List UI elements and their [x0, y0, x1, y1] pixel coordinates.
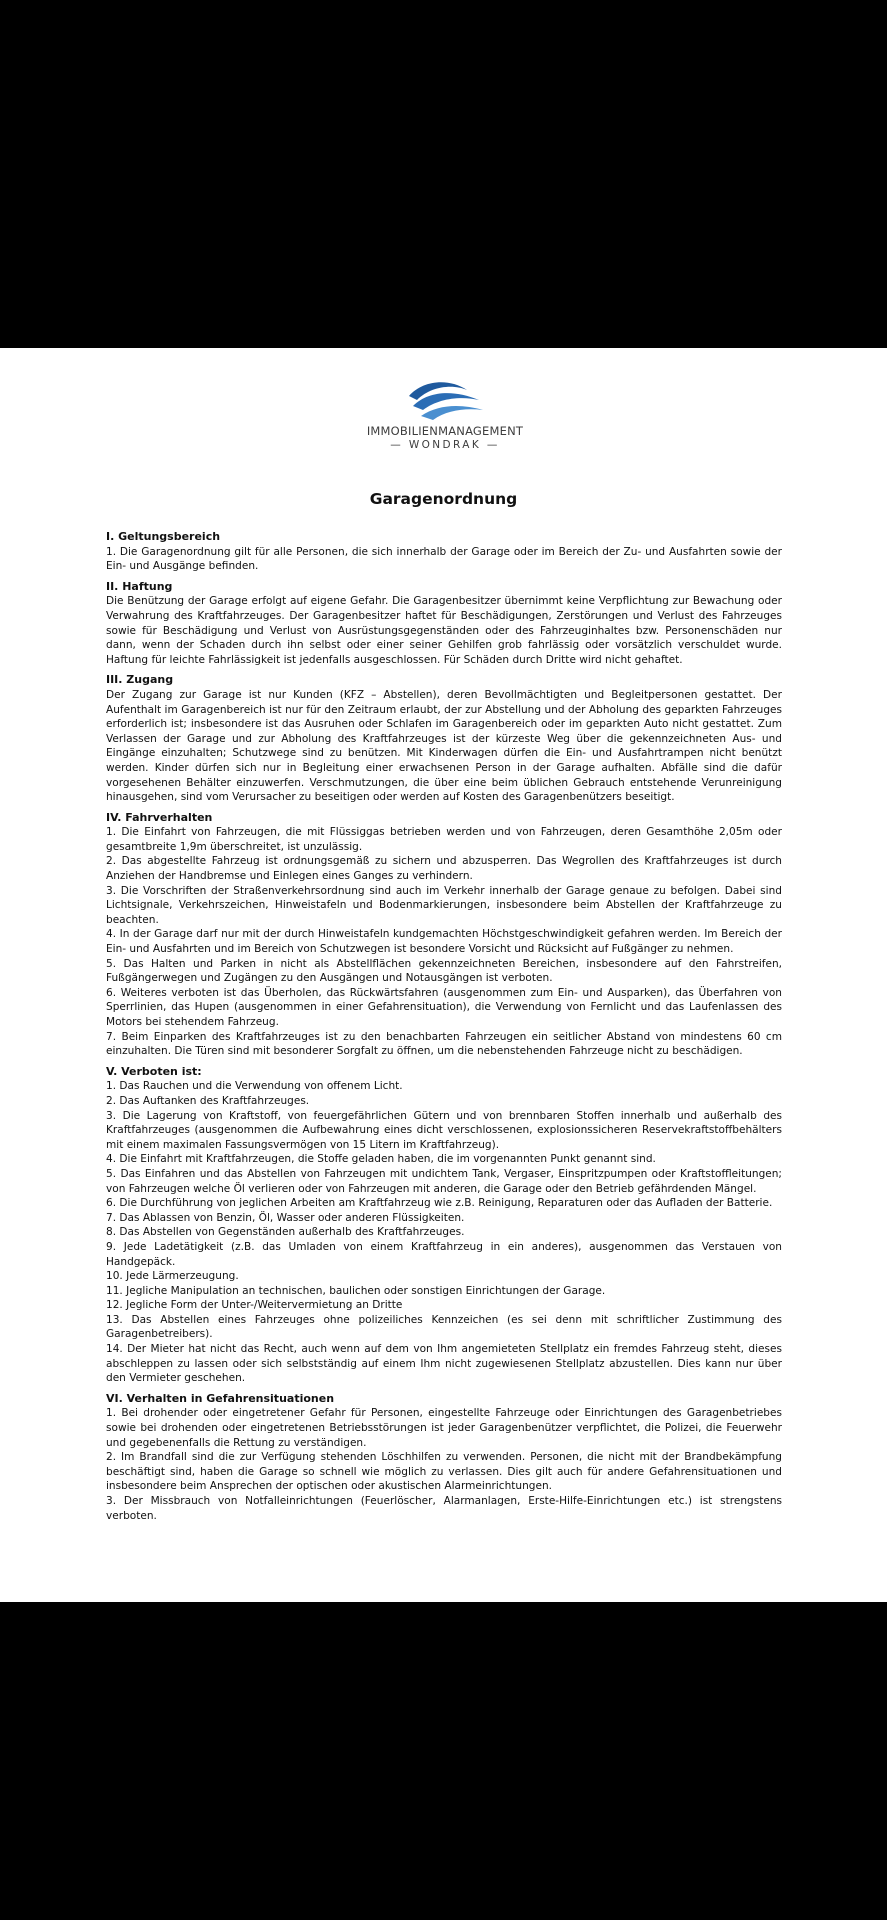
- section-paragraph: 11. Jegliche Manipulation an technischen, baulichen oder sonstigen Einrichtungen der Garage.: [106, 1284, 606, 1297]
- section-paragraph: 2. Im Brandfall sind die zur Verfügung stehenden Löschhilfen zu verwenden. Personen, die nicht mit der Brandbekämpfung beschäftigt sind, haben die Garage so schnell wie möglich zu verlassen. Dies gilt auch für andere Gefahrensituationen und insbesondere beim Ansprechen der optischen oder akustischen Alarmeinrichtungen.: [106, 1451, 782, 1493]
- section-paragraph: 14. Der Mieter hat nicht das Recht, auch wenn auf dem von Ihm angemieteten Stellplatz ein fremdes Fahrzeug steht, dieses abschleppen zu lassen oder sich selbstständig auf einem Ihm nicht zugewiesenen Stellplatz abzustellen. Dies kann nur über den Vermieter geschehen.: [106, 1343, 782, 1385]
- section-paragraph: 9. Jede Ladetätigkeit (z.B. das Umladen von einem Kraftfahrzeug in ein anderes), ausgenommen das Verstauen von Handgepäck.: [106, 1240, 782, 1268]
- section-paragraph: 4. Die Einfahrt mit Kraftfahrzeugen, die Stoffe geladen haben, die im vorgenannten Punkt genannt sind.: [106, 1153, 656, 1166]
- section: [106, 1392, 782, 1523]
- section-paragraph: 1. Bei drohender oder eingetretener Gefahr für Personen, eingestellte Fahrzeuge oder Einrichtungen des Garagenbetriebes sowie bei drohenden oder eingetretenen Betriebsstörungen ist jeder Garagenbenützer verpflichtet, die Polizei, die Feuerwehr und gegebenenfalls die Rettung zu verständigen.: [106, 1407, 782, 1449]
- section-paragraph: 3. Der Missbrauch von Notfalleinrichtungen (Feuerlöscher, Alarmanlagen, Erste-Hilfe-Einrichtungen etc.) ist strengstens verboten.: [106, 1495, 782, 1522]
- section-heading: VI. Verhalten in Gefahrensituationen: [106, 1391, 335, 1405]
- section-paragraph: 5. Das Einfahren und das Abstellen von Fahrzeugen mit undichtem Tank, Vergaser, Einspritzpumpen oder Kraftstoffleitungen; von Fahrzeugen welche Öl verlieren oder von Fahrzeugen mit anderen, die Garage oder den Betrieb gefährdenden Mängel.: [106, 1167, 782, 1195]
- section-paragraph: 6. Weiteres verboten ist das Überholen, das Rückwärtsfahren (ausgenommen zum Ein- und Ausparken), das Überfahren von Sperrlinien, das Hupen (ausgenommen in einer Gefahrensituation), die Verwendung von Fernlicht und das Laufenlassen des Motors bei stehendem Fahrzeug.: [106, 986, 782, 1028]
- section-paragraph: 4. In der Garage darf nur mit der durch Hinweistafeln kundgemachten Höchstgeschwindigkeit gefahren werden. Im Bereich der Ein- und Ausfahrten und im Bereich von Schutzwegen ist besondere Vorsicht und Rücksicht auf Fußgänger zu nehmen.: [106, 928, 782, 956]
- section: [106, 580, 782, 668]
- section-paragraph: 2. Das abgestellte Fahrzeug ist ordnungsgemäß zu sichern und abzusperren. Das Wegrollen des Kraftfahrzeuges ist durch Anziehen der Handbremse und Einlegen eines Ganges zu verhindern.: [106, 855, 782, 883]
- section-heading: III. Zugang: [106, 673, 174, 687]
- section: [106, 1065, 782, 1386]
- document-title: Garagenordnung: [369, 490, 518, 508]
- section-paragraph: 3. Die Vorschriften der Straßenverkehrsordnung sind auch im Verkehr innerhalb der Garage genaue zu befolgen. Dabei sind Lichtsignale, Verkehrszeichen, Hinweistafeln und Bodenmarkierungen, insbesondere beim Abstellen der Kraftfahrzeuge zu beachten.: [106, 884, 782, 926]
- section-paragraph: 5. Das Halten und Parken in nicht als Abstellflächen gekennzeichneten Bereichen, insbesondere auf den Fahrstreifen, Fußgängerwegen und Zugängen zu den Ausgängen und Notausgängen ist verboten.: [106, 957, 782, 985]
- section-paragraph: 1. Die Einfahrt von Fahrzeugen, die mit Flüssiggas betrieben werden und von Fahrzeugen, deren Gesamthöhe 2,05m oder gesamtbreite 1,9m überschreitet, ist unzulässig.: [106, 826, 782, 853]
- section-paragraph: 1. Das Rauchen und die Verwendung von offenem Licht.: [106, 1080, 403, 1093]
- section-heading: V. Verboten ist:: [106, 1064, 202, 1078]
- brand-name: IMMOBILIENMANAGEMENT: [366, 424, 524, 438]
- section-paragraph: 8. Das Abstellen von Gegenständen außerhalb des Kraftfahrzeuges.: [106, 1226, 465, 1239]
- brand-subname: — WONDRAK —: [390, 439, 500, 451]
- section-paragraph: Die Benützung der Garage erfolgt auf eigene Gefahr. Die Garagenbesitzer übernimmt keine Verpflichtung zur Bewachung oder Verwahrung des Kraftfahrzeuges. Der Garagenbesitzer haftet für Beschädigungen, Zerstörungen und Verlust des Fahrzeuges sowie für Beschädigung und Verlust von Ausrüstungsgegenständen oder des Fahrzeuginhaltes bzw. Personenschäden nur dann, wenn der Schaden durch ihn selbst oder einer seiner Gehilfen grob fahrlässig oder vorsätzlich verschuldet wurde. Haftung für leichte Fahrlässigkeit ist jedenfalls ausgeschlossen. Für Schäden durch Dritte wird nicht gehaftet.: [106, 595, 782, 666]
- section-paragraph: 7. Beim Einparken des Kraftfahrzeuges ist zu den benachbarten Fahrzeugen ein seitlicher Abstand von mindestens 60 cm einzuhalten. Die Türen sind mit besonderer Sorgfalt zu öffnen, um die nebenstehenden Fahrzeuge nicht zu beschädigen.: [106, 1030, 782, 1058]
- section-paragraph: 12. Jegliche Form der Unter-/Weitervermietung an Dritte: [106, 1299, 403, 1312]
- company-logo: [355, 378, 535, 458]
- section-heading: II. Haftung: [106, 579, 173, 593]
- section: [106, 530, 782, 574]
- section-paragraph: 1. Die Garagenordnung gilt für alle Personen, die sich innerhalb der Garage oder im Bereich der Zu- und Ausfahrten sowie der Ein- und Ausgänge befinden.: [106, 545, 782, 573]
- section-heading: IV. Fahrverhalten: [106, 810, 213, 824]
- section-paragraph: Der Zugang zur Garage ist nur Kunden (KFZ – Abstellen), deren Bevollmächtigten und Begleitpersonen gestattet. Der Aufenthalt im Garagenbereich ist nur für den Zeitraum erlaubt, der zur Abstellung und der Abholung des geparkten Fahrzeuges erforderlich ist; insbesondere ist das Ausruhen oder Schlafen im Garagenbereich oder im geparkten Auto nicht gestattet. Zum Verlassen der Garage und zur Abholung des Kraftfahrzeuges ist der kürzeste Weg über die gekennzeichneten Aus- und Eingänge einzuhalten; Schutzwege sind zu benützen. Mit Kinderwagen dürfen die Ein- und Ausfahrtrampen nicht benützt werden. Kinder dürfen sich nur in Begleitung einer erwachsenen Person in der Garage aufhalten. Abfälle sind die dafür vorgesehenen Behälter einzuwerfen. Verschmutzungen, die über eine beim üblichen Gebrauch entstehende Verunreinigung hinausgehen, sind vom Verursacher zu beseitigen oder werden auf Kosten des Garagenbenützers beseitigt.: [106, 688, 782, 804]
- document-page: [0, 348, 887, 1602]
- section: [106, 811, 782, 1059]
- wave-logo-icon: [405, 378, 485, 422]
- section-paragraph: 10. Jede Lärmerzeugung.: [106, 1270, 239, 1283]
- section-paragraph: 2. Das Auftanken des Kraftfahrzeuges.: [106, 1094, 310, 1107]
- section-paragraph: 13. Das Abstellen eines Fahrzeuges ohne polizeiliches Kennzeichen (es sei denn mit schriftlicher Zustimmung des Garagenbetreibers).: [106, 1313, 782, 1341]
- section-paragraph: 3. Die Lagerung von Kraftstoff, von feuergefährlichen Gütern und von brennbaren Stoffen innerhalb und außerhalb des Kraftfahrzeuges (ausgenommen die Aufbewahrung eines dicht verschlossenen, explosionssicheren Reservekraftstoffbehälters mit einem maximalen Fassungsvermögen von 15 Litern im Kraftfahrzeug).: [106, 1109, 782, 1151]
- document-body: [106, 530, 782, 1529]
- section-heading: I. Geltungsbereich: [106, 530, 221, 543]
- section-paragraph: 7. Das Ablassen von Benzin, Öl, Wasser oder anderen Flüssigkeiten.: [106, 1211, 465, 1224]
- section-paragraph: 6. Die Durchführung von jeglichen Arbeiten am Kraftfahrzeug wie z.B. Reinigung, Reparaturen oder das Aufladen der Batterie.: [106, 1197, 773, 1210]
- section: [106, 673, 782, 804]
